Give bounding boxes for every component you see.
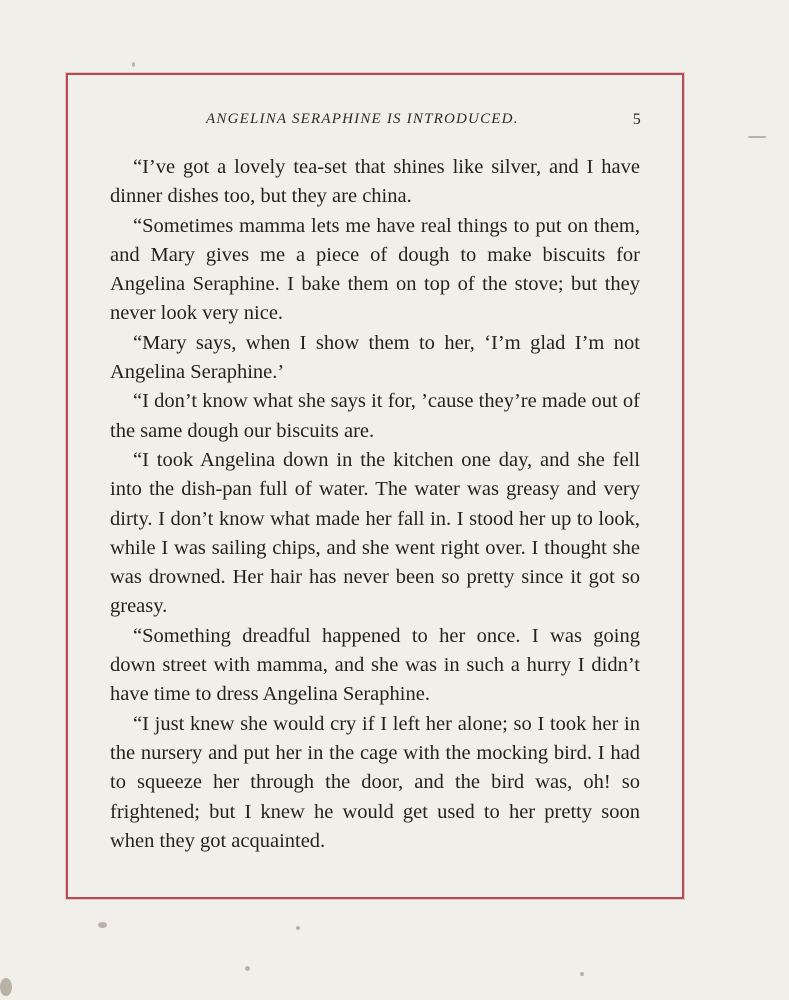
paper-speck: [0, 978, 12, 996]
paragraph: “I’ve got a lovely tea-set that shines like silver, and I have dinner dishes too, but they are china.: [110, 156, 640, 208]
running-head: [66, 111, 684, 133]
paper-speck: [296, 926, 300, 930]
paragraph: “Sometimes mamma lets me have real things to put on them, and Mary gives me a piece of dough to make biscuits for Angelina Seraphine. I bake them on top of the stove; but they never look very nice.: [110, 214, 640, 325]
paragraph: “I just knew she would cry if I left her alone; so I took her in the nursery and put her in the cage with the mocking bird. I had to squeeze her through the door, and the bird was, oh! so frightened; but I knew he would get used to her pretty soon when they got acquainted.: [110, 712, 640, 852]
paper-speck: [245, 966, 250, 971]
paragraph: “Mary says, when I show them to her, ‘I’m glad I’m not Angelina Seraphine.’: [110, 331, 640, 384]
page-number: 5: [632, 111, 642, 128]
paper-speck: [132, 62, 135, 67]
paper-speck: [580, 972, 584, 976]
body-text: [110, 153, 640, 856]
paper-speck: [748, 136, 766, 138]
paper-speck: [98, 922, 107, 928]
paragraph: “I don’t know what she says it for, ’cause they’re made out of the same dough our biscuits are.: [110, 390, 640, 442]
paragraph: “Something dreadful happened to her once. I was going down street with mamma, and she was in such a hurry I didn’t have time to dress Angelina Seraphine.: [110, 624, 640, 706]
chapter-title: ANGELINA SERAPHINE IS INTRODUCED.: [206, 111, 519, 127]
paragraph: “I took Angelina down in the kitchen one day, and she fell into the dish-pan full of water. The water was greasy and very dirty. I don’t know what made her fall in. I stood her up to look, while I was sailing chips, and she went right over. I thought she was drowned. Her hair has never been so pretty since it got so greasy.: [110, 448, 640, 618]
